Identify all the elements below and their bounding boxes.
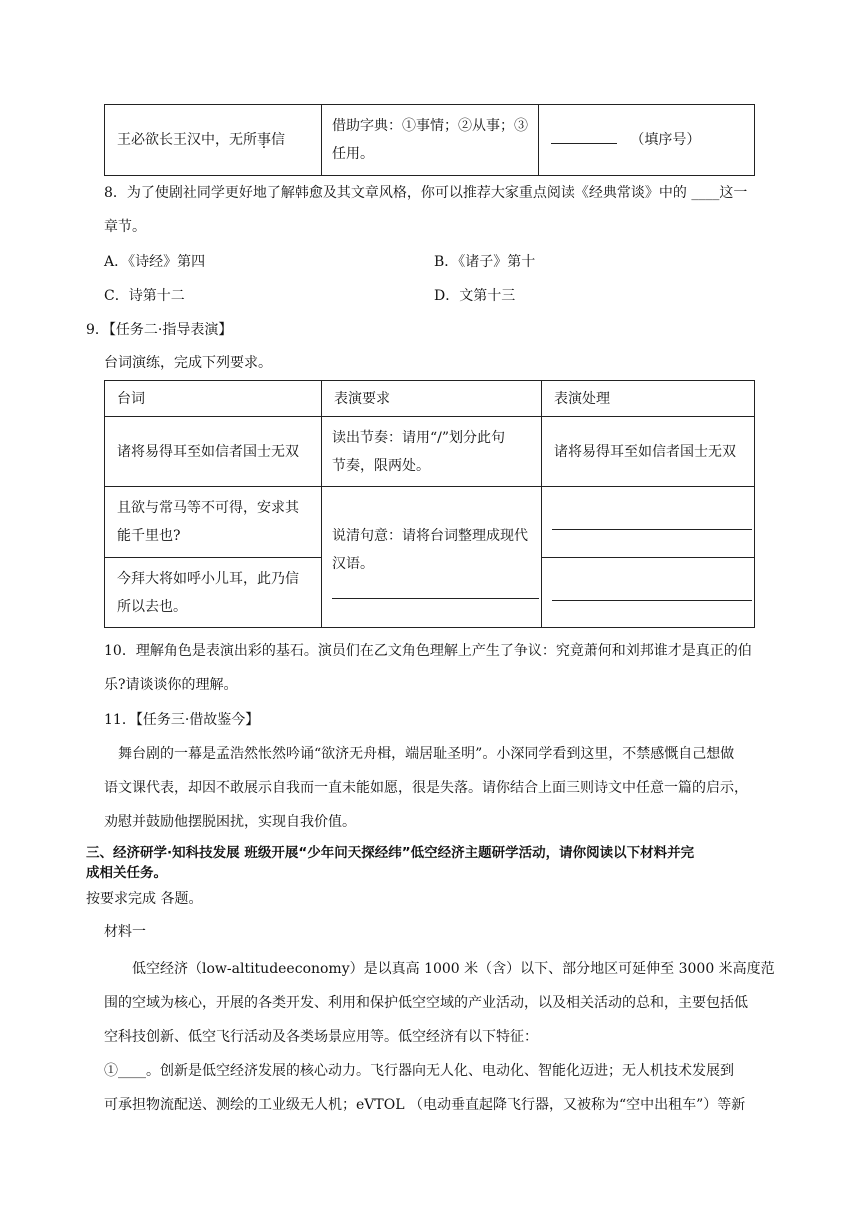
q8-stem-line1: 8．为了使剧社同学更好地了解韩愈及其文章风格，你可以推荐大家重点阅读《经典常谈》中的 ____这一	[104, 185, 748, 201]
top-table	[104, 104, 755, 176]
q8-option-a[interactable]: A．《诗经》第四	[104, 254, 206, 270]
table-row3-line: 今拜大将如呼小儿耳，此乃信 所以去也。	[105, 558, 322, 628]
table-row1-line: 诸将易得耳至如信者国士无双	[105, 417, 322, 487]
table-row3-processing[interactable]	[542, 558, 755, 628]
table-header-processing: 表演处理	[542, 381, 755, 417]
q11-line1: 舞台剧的一幕是孟浩然怅然吟诵“欲济无舟楫，端居耻圣明”。小深同学看到这里，不禁感慨自己想做	[118, 746, 735, 762]
answer-line-row2[interactable]	[552, 529, 752, 530]
section3-heading-line1: 三、经济研学·知科技发展 班级开展“少年问天探经纬”低空经济主题研学活动，请你阅读以下材料并完	[86, 845, 695, 861]
answer-line-requirement[interactable]	[332, 598, 539, 599]
q8-option-b[interactable]: B．《诸子》第十	[434, 254, 536, 270]
answer-blank[interactable]	[551, 127, 617, 144]
table-header-line: 台词	[105, 381, 322, 417]
q8-option-c[interactable]: C．诗第十二	[104, 288, 185, 304]
answer-line-row3[interactable]	[552, 600, 752, 601]
material-label: 材料一	[104, 924, 146, 940]
material-para-line2: 围的空域为核心，开展的各类开发、利用和保护低空空域的产业活动，以及相关活动的总和，主要包括低	[104, 995, 748, 1011]
top-table-cell-line: 王必欲长王汉中，无所事信	[105, 105, 322, 176]
table-row2-processing[interactable]	[542, 487, 755, 558]
table-row1-requirement: 读出节奏：请用“/”划分此句 节奏，限两处。	[322, 417, 542, 487]
table-header-requirement: 表演要求	[322, 381, 542, 417]
material-para-line3: 空科技创新、低空飞行活动及各类场景应用等。低空经济有以下特征：	[104, 1029, 538, 1045]
q8-stem-line2: 章节。	[104, 219, 146, 235]
table-row2-line: 且欲与常马等不可得，安求其 能千里也?	[105, 487, 322, 558]
top-table-cell-answer: （填序号）	[539, 105, 755, 176]
q9-title: 9．【任务二·指导表演】	[86, 322, 233, 338]
section3-heading-line2: 成相关任务。	[86, 865, 167, 881]
q10-line2: 乐?请谈谈你的理解。	[104, 677, 238, 693]
material-para-line5: 可承担物流配送、测绘的工业级无人机；eVTOL （电动垂直起降飞行器，又被称为“空中出租车”）等新	[104, 1097, 746, 1113]
table-row23-requirement: 说清句意：请将台词整理成现代 汉语。	[322, 487, 542, 628]
q8-option-d[interactable]: D．文第十三	[434, 288, 516, 304]
table-row1-processing[interactable]: 诸将易得耳至如信者国士无双	[542, 417, 755, 487]
q9-intro: 台词演练，完成下列要求。	[104, 355, 272, 371]
section3-instruction: 按要求完成 各题。	[86, 891, 203, 907]
q10-line1: 10．理解角色是表演出彩的基石。演员们在乙文角色理解上产生了争议：究竟萧何和刘邦谁才是真正的伯	[104, 643, 752, 659]
emphasis-dot-char: 事	[257, 132, 271, 148]
performance-table	[104, 380, 755, 628]
q11-line2: 语文课代表，却因不敢展示自我而一直未能如愿，很是失落。请你结合上面三则诗文中任意一篇的启示，	[104, 780, 748, 796]
q11-line3: 劝慰并鼓励他摆脱困扰，实现自我价值。	[104, 814, 356, 830]
material-para-line4: ①____。创新是低空经济发展的核心动力。飞行器向无人化、电动化、智能化迈进；无人机技术发展到	[104, 1063, 734, 1079]
q11-title: 11．【任务三·借故鉴今】	[104, 712, 260, 728]
top-table-cell-dictionary: 借助字典：①事情；②从事；③ 任用。	[322, 105, 539, 176]
material-para-line1: 低空经济（low-altitudeeconomy）是以真高 1000 米（含）以下、部分地区可延伸至 3000 米高度范	[132, 961, 775, 977]
